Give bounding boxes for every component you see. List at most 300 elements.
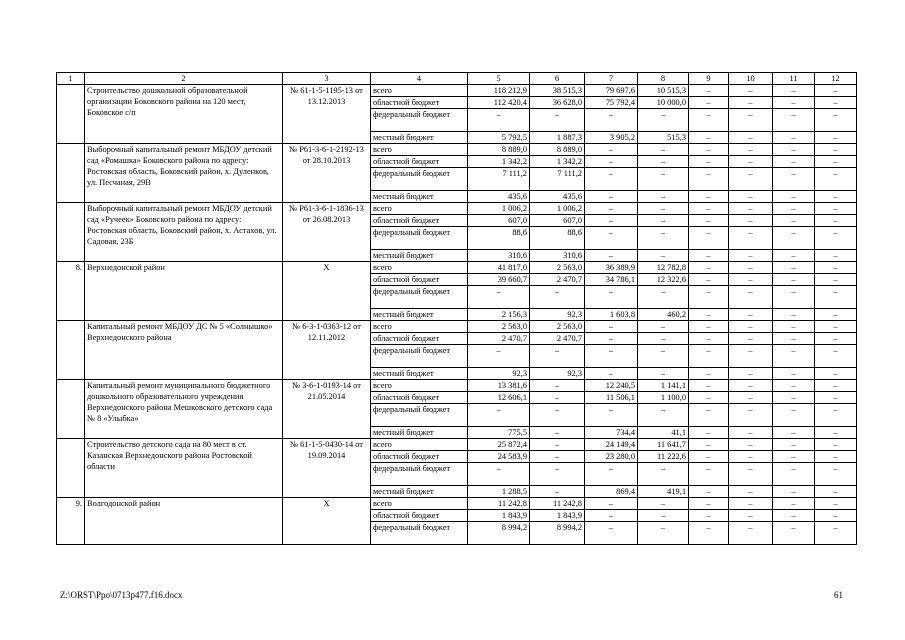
document-number: № 61-1-5-0430-14 от 19.09.2014 bbox=[283, 439, 371, 498]
funding-source: федеральный бюджет bbox=[371, 286, 468, 309]
empty-year-cell: – bbox=[689, 191, 729, 203]
funding-source: областной бюджет bbox=[371, 333, 468, 345]
empty-year-cell: – bbox=[689, 215, 729, 227]
empty-year-cell: – bbox=[815, 392, 857, 404]
amount-cell: – bbox=[468, 404, 530, 427]
amount-cell: 7 111,2 bbox=[530, 168, 585, 191]
empty-year-cell: – bbox=[773, 274, 815, 286]
empty-year-cell: – bbox=[815, 250, 857, 262]
empty-year-cell: – bbox=[815, 97, 857, 109]
amount-cell: 12 322,6 bbox=[638, 274, 689, 286]
funding-source: местный бюджет bbox=[371, 132, 468, 144]
table-row bbox=[57, 144, 857, 156]
amount-cell: – bbox=[468, 463, 530, 486]
empty-year-cell: – bbox=[689, 368, 729, 380]
funding-source: федеральный бюджет bbox=[371, 522, 468, 545]
amount-cell: – bbox=[638, 404, 689, 427]
amount-cell: 8 889,0 bbox=[530, 144, 585, 156]
empty-year-cell: – bbox=[773, 345, 815, 368]
amount-cell: 12 240,5 bbox=[585, 380, 638, 392]
empty-year-cell: – bbox=[773, 380, 815, 392]
empty-year-cell: – bbox=[689, 132, 729, 144]
row-number bbox=[57, 144, 85, 203]
amount-cell: – bbox=[530, 439, 585, 451]
document-number: № Р61-3-6-1-1836-13 от 26.08.2013 bbox=[283, 203, 371, 262]
empty-year-cell: – bbox=[815, 274, 857, 286]
amount-cell: – bbox=[638, 215, 689, 227]
amount-cell: – bbox=[530, 345, 585, 368]
empty-year-cell: – bbox=[815, 510, 857, 522]
amount-cell: – bbox=[530, 380, 585, 392]
header-cell: 4 bbox=[371, 73, 468, 85]
amount-cell: – bbox=[638, 321, 689, 333]
object-name: Верхнедонской район bbox=[85, 262, 283, 321]
amount-cell: 775,5 bbox=[468, 427, 530, 439]
empty-year-cell: – bbox=[773, 250, 815, 262]
amount-cell: – bbox=[530, 486, 585, 498]
empty-year-cell: – bbox=[689, 522, 729, 545]
amount-cell: 112 420,4 bbox=[468, 97, 530, 109]
amount-cell: 310,6 bbox=[530, 250, 585, 262]
amount-cell: 1 006,2 bbox=[530, 203, 585, 215]
table-row bbox=[57, 439, 857, 451]
amount-cell: 92,3 bbox=[530, 309, 585, 321]
empty-year-cell: – bbox=[773, 191, 815, 203]
row-number bbox=[57, 439, 85, 498]
document-number: Х bbox=[283, 262, 371, 321]
empty-year-cell: – bbox=[773, 368, 815, 380]
funding-source: федеральный бюджет bbox=[371, 404, 468, 427]
empty-year-cell: – bbox=[773, 227, 815, 250]
funding-source: местный бюджет bbox=[371, 486, 468, 498]
empty-year-cell: – bbox=[815, 168, 857, 191]
empty-year-cell: – bbox=[773, 333, 815, 345]
funding-source: местный бюджет bbox=[371, 368, 468, 380]
amount-cell: 2 470,7 bbox=[530, 333, 585, 345]
object-name: Выборочный капитальный ремонт МБДОУ детский сад «Ромашка» Боковского района по адресу: Ростовская область, Боковский район, х. Дуленков, ул. Песчаная, 29В bbox=[85, 144, 283, 203]
amount-cell: – bbox=[638, 227, 689, 250]
empty-year-cell: – bbox=[689, 97, 729, 109]
amount-cell: 11 641,7 bbox=[638, 439, 689, 451]
amount-cell: – bbox=[585, 522, 638, 545]
empty-year-cell: – bbox=[729, 191, 773, 203]
empty-year-cell: – bbox=[729, 156, 773, 168]
table-row bbox=[57, 262, 857, 274]
empty-year-cell: – bbox=[773, 85, 815, 97]
empty-year-cell: – bbox=[729, 451, 773, 463]
funding-source: областной бюджет bbox=[371, 451, 468, 463]
amount-cell: – bbox=[468, 109, 530, 132]
empty-year-cell: – bbox=[729, 321, 773, 333]
amount-cell: – bbox=[585, 321, 638, 333]
amount-cell: 1 288,5 bbox=[468, 486, 530, 498]
empty-year-cell: – bbox=[689, 109, 729, 132]
amount-cell: 435,6 bbox=[468, 191, 530, 203]
amount-cell: 24 583,9 bbox=[468, 451, 530, 463]
amount-cell: – bbox=[585, 250, 638, 262]
amount-cell: – bbox=[468, 286, 530, 309]
amount-cell: 10 515,3 bbox=[638, 85, 689, 97]
empty-year-cell: – bbox=[689, 156, 729, 168]
empty-year-cell: – bbox=[689, 274, 729, 286]
empty-year-cell: – bbox=[689, 309, 729, 321]
funding-source: всего bbox=[371, 439, 468, 451]
amount-cell: 2 563,0 bbox=[530, 321, 585, 333]
empty-year-cell: – bbox=[773, 203, 815, 215]
empty-year-cell: – bbox=[815, 451, 857, 463]
empty-year-cell: – bbox=[815, 215, 857, 227]
empty-year-cell: – bbox=[689, 286, 729, 309]
amount-cell: 310,6 bbox=[468, 250, 530, 262]
amount-cell: 25 872,4 bbox=[468, 439, 530, 451]
amount-cell: 869,4 bbox=[585, 486, 638, 498]
amount-cell: – bbox=[638, 498, 689, 510]
empty-year-cell: – bbox=[729, 286, 773, 309]
amount-cell: 1 100,0 bbox=[638, 392, 689, 404]
empty-year-cell: – bbox=[689, 498, 729, 510]
header-cell: 11 bbox=[773, 73, 815, 85]
empty-year-cell: – bbox=[729, 463, 773, 486]
amount-cell: 36 628,0 bbox=[530, 97, 585, 109]
amount-cell: 36 389,9 bbox=[585, 262, 638, 274]
empty-year-cell: – bbox=[815, 522, 857, 545]
empty-year-cell: – bbox=[689, 333, 729, 345]
empty-year-cell: – bbox=[773, 132, 815, 144]
funding-source: федеральный бюджет bbox=[371, 345, 468, 368]
empty-year-cell: – bbox=[729, 345, 773, 368]
amount-cell: – bbox=[638, 250, 689, 262]
object-name: Строительство детского сада на 80 мест в ст. Казанская Верхнедонского района Ростовской области bbox=[85, 439, 283, 498]
table-row bbox=[57, 498, 857, 510]
empty-year-cell: – bbox=[815, 262, 857, 274]
amount-cell: – bbox=[530, 463, 585, 486]
header-cell: 10 bbox=[729, 73, 773, 85]
empty-year-cell: – bbox=[689, 404, 729, 427]
empty-year-cell: – bbox=[773, 156, 815, 168]
amount-cell: – bbox=[638, 463, 689, 486]
row-number bbox=[57, 203, 85, 262]
empty-year-cell: – bbox=[815, 156, 857, 168]
empty-year-cell: – bbox=[815, 286, 857, 309]
amount-cell: 41,1 bbox=[638, 427, 689, 439]
amount-cell: 607,0 bbox=[530, 215, 585, 227]
header-cell: 9 bbox=[689, 73, 729, 85]
empty-year-cell: – bbox=[729, 380, 773, 392]
amount-cell: – bbox=[530, 427, 585, 439]
amount-cell: 1 603,8 bbox=[585, 309, 638, 321]
amount-cell: 34 786,1 bbox=[585, 274, 638, 286]
amount-cell: 12 782,8 bbox=[638, 262, 689, 274]
empty-year-cell: – bbox=[729, 439, 773, 451]
funding-source: федеральный бюджет bbox=[371, 168, 468, 191]
table-row bbox=[57, 85, 857, 97]
empty-year-cell: – bbox=[773, 109, 815, 132]
funding-source: местный бюджет bbox=[371, 309, 468, 321]
funding-source: местный бюджет bbox=[371, 250, 468, 262]
amount-cell: – bbox=[585, 203, 638, 215]
empty-year-cell: – bbox=[689, 262, 729, 274]
empty-year-cell: – bbox=[773, 439, 815, 451]
footer-file-path: Z:\ORST\Ppo\0713p477.f16.docx bbox=[60, 590, 183, 600]
empty-year-cell: – bbox=[773, 309, 815, 321]
budget-table bbox=[56, 72, 857, 545]
row-number bbox=[57, 85, 85, 144]
funding-source: федеральный бюджет bbox=[371, 109, 468, 132]
empty-year-cell: – bbox=[773, 510, 815, 522]
amount-cell: – bbox=[638, 144, 689, 156]
amount-cell: – bbox=[468, 345, 530, 368]
amount-cell: – bbox=[638, 286, 689, 309]
funding-source: областной бюджет bbox=[371, 156, 468, 168]
document-number: № 6-3-1-0363-12 от 12.11.2012 bbox=[283, 321, 371, 380]
empty-year-cell: – bbox=[729, 250, 773, 262]
amount-cell: 8 994,2 bbox=[468, 522, 530, 545]
amount-cell: 39 660,7 bbox=[468, 274, 530, 286]
empty-year-cell: – bbox=[773, 262, 815, 274]
empty-year-cell: – bbox=[689, 451, 729, 463]
empty-year-cell: – bbox=[815, 227, 857, 250]
amount-cell: – bbox=[585, 168, 638, 191]
empty-year-cell: – bbox=[773, 286, 815, 309]
empty-year-cell: – bbox=[773, 404, 815, 427]
empty-year-cell: – bbox=[773, 215, 815, 227]
empty-year-cell: – bbox=[729, 309, 773, 321]
funding-source: местный бюджет bbox=[371, 191, 468, 203]
amount-cell: – bbox=[585, 109, 638, 132]
empty-year-cell: – bbox=[729, 85, 773, 97]
amount-cell: 88,6 bbox=[468, 227, 530, 250]
document-number: № Р61-3-6-1-2192-13 от 28.10.2013 bbox=[283, 144, 371, 203]
funding-source: всего bbox=[371, 380, 468, 392]
amount-cell: 24 149,4 bbox=[585, 439, 638, 451]
amount-cell: 23 280,0 bbox=[585, 451, 638, 463]
amount-cell: – bbox=[638, 345, 689, 368]
empty-year-cell: – bbox=[815, 380, 857, 392]
empty-year-cell: – bbox=[689, 427, 729, 439]
amount-cell: 13 381,6 bbox=[468, 380, 530, 392]
empty-year-cell: – bbox=[729, 168, 773, 191]
amount-cell: – bbox=[585, 144, 638, 156]
empty-year-cell: – bbox=[689, 380, 729, 392]
amount-cell: – bbox=[585, 404, 638, 427]
empty-year-cell: – bbox=[729, 498, 773, 510]
empty-year-cell: – bbox=[815, 345, 857, 368]
amount-cell: 734,4 bbox=[585, 427, 638, 439]
amount-cell: 11 242,8 bbox=[468, 498, 530, 510]
empty-year-cell: – bbox=[815, 132, 857, 144]
funding-source: всего bbox=[371, 203, 468, 215]
amount-cell: 1 342,2 bbox=[530, 156, 585, 168]
funding-source: всего bbox=[371, 85, 468, 97]
empty-year-cell: – bbox=[773, 321, 815, 333]
document-number: Х bbox=[283, 498, 371, 545]
amount-cell: 2 563,0 bbox=[468, 321, 530, 333]
funding-source: всего bbox=[371, 321, 468, 333]
empty-year-cell: – bbox=[815, 333, 857, 345]
empty-year-cell: – bbox=[729, 262, 773, 274]
amount-cell: 1 141,1 bbox=[638, 380, 689, 392]
empty-year-cell: – bbox=[773, 392, 815, 404]
amount-cell: – bbox=[585, 510, 638, 522]
empty-year-cell: – bbox=[689, 345, 729, 368]
amount-cell: 2 470,7 bbox=[468, 333, 530, 345]
empty-year-cell: – bbox=[729, 486, 773, 498]
amount-cell: – bbox=[530, 451, 585, 463]
empty-year-cell: – bbox=[815, 203, 857, 215]
row-number: 9. bbox=[57, 498, 85, 545]
amount-cell: – bbox=[585, 227, 638, 250]
amount-cell: – bbox=[530, 404, 585, 427]
empty-year-cell: – bbox=[815, 191, 857, 203]
amount-cell: 7 111,2 bbox=[468, 168, 530, 191]
empty-year-cell: – bbox=[729, 427, 773, 439]
header-cell: 3 bbox=[283, 73, 371, 85]
empty-year-cell: – bbox=[773, 522, 815, 545]
amount-cell: 1 342,2 bbox=[468, 156, 530, 168]
amount-cell: 3 905,2 bbox=[585, 132, 638, 144]
funding-source: всего bbox=[371, 144, 468, 156]
empty-year-cell: – bbox=[729, 274, 773, 286]
amount-cell: 8 889,0 bbox=[468, 144, 530, 156]
empty-year-cell: – bbox=[773, 486, 815, 498]
amount-cell: 10 000,0 bbox=[638, 97, 689, 109]
object-name: Строительство дошкольной образовательной организации Боковского района на 120 мест, Боковское с/п bbox=[85, 85, 283, 144]
amount-cell: – bbox=[585, 286, 638, 309]
funding-source: всего bbox=[371, 498, 468, 510]
empty-year-cell: – bbox=[689, 168, 729, 191]
amount-cell: 419,1 bbox=[638, 486, 689, 498]
table-row bbox=[57, 321, 857, 333]
amount-cell: – bbox=[585, 368, 638, 380]
empty-year-cell: – bbox=[729, 510, 773, 522]
amount-cell: 515,3 bbox=[638, 132, 689, 144]
empty-year-cell: – bbox=[729, 132, 773, 144]
amount-cell: – bbox=[638, 168, 689, 191]
amount-cell: – bbox=[638, 156, 689, 168]
empty-year-cell: – bbox=[729, 203, 773, 215]
object-name: Капитальный ремонт муниципального бюджетного дошкольного образовательного учреждения Верхнедонского района Мешковского детского сада № 8 «Улыбка» bbox=[85, 380, 283, 439]
amount-cell: – bbox=[585, 463, 638, 486]
empty-year-cell: – bbox=[689, 203, 729, 215]
header-cell: 7 bbox=[585, 73, 638, 85]
amount-cell: – bbox=[585, 191, 638, 203]
empty-year-cell: – bbox=[689, 510, 729, 522]
empty-year-cell: – bbox=[729, 97, 773, 109]
funding-source: областной бюджет bbox=[371, 215, 468, 227]
empty-year-cell: – bbox=[773, 168, 815, 191]
amount-cell: 8 994,2 bbox=[530, 522, 585, 545]
amount-cell: 12 606,1 bbox=[468, 392, 530, 404]
footer-page-number: 61 bbox=[834, 590, 843, 600]
empty-year-cell: – bbox=[689, 85, 729, 97]
empty-year-cell: – bbox=[815, 85, 857, 97]
empty-year-cell: – bbox=[815, 463, 857, 486]
amount-cell: 75 792,4 bbox=[585, 97, 638, 109]
funding-source: областной бюджет bbox=[371, 392, 468, 404]
empty-year-cell: – bbox=[729, 333, 773, 345]
empty-year-cell: – bbox=[773, 463, 815, 486]
amount-cell: 38 515,3 bbox=[530, 85, 585, 97]
amount-cell: 41 817,0 bbox=[468, 262, 530, 274]
document-number: № 61-1-5-1195-13 от 13.12.2013 bbox=[283, 85, 371, 144]
amount-cell: 2 470,7 bbox=[530, 274, 585, 286]
funding-source: областной бюджет bbox=[371, 97, 468, 109]
amount-cell: 79 697,6 bbox=[585, 85, 638, 97]
amount-cell: 2 563,0 bbox=[530, 262, 585, 274]
empty-year-cell: – bbox=[729, 227, 773, 250]
amount-cell: 92,3 bbox=[530, 368, 585, 380]
empty-year-cell: – bbox=[815, 321, 857, 333]
empty-year-cell: – bbox=[689, 463, 729, 486]
amount-cell: – bbox=[638, 109, 689, 132]
amount-cell: 607,0 bbox=[468, 215, 530, 227]
empty-year-cell: – bbox=[689, 227, 729, 250]
amount-cell: – bbox=[530, 286, 585, 309]
row-number bbox=[57, 321, 85, 380]
empty-year-cell: – bbox=[773, 451, 815, 463]
table-row bbox=[57, 203, 857, 215]
empty-year-cell: – bbox=[773, 144, 815, 156]
amount-cell: 11 222,6 bbox=[638, 451, 689, 463]
amount-cell: 11 506,1 bbox=[585, 392, 638, 404]
object-name: Капитальный ремонт МБДОУ ДС № 5 «Солнышко» Верхнедонского района bbox=[85, 321, 283, 380]
amount-cell: 118 212,9 bbox=[468, 85, 530, 97]
empty-year-cell: – bbox=[729, 215, 773, 227]
funding-source: федеральный бюджет bbox=[371, 227, 468, 250]
header-cell: 8 bbox=[638, 73, 689, 85]
amount-cell: 460,2 bbox=[638, 309, 689, 321]
amount-cell: 92,3 bbox=[468, 368, 530, 380]
funding-source: областной бюджет bbox=[371, 510, 468, 522]
empty-year-cell: – bbox=[815, 439, 857, 451]
amount-cell: 11 242,8 bbox=[530, 498, 585, 510]
empty-year-cell: – bbox=[815, 404, 857, 427]
empty-year-cell: – bbox=[689, 486, 729, 498]
amount-cell: – bbox=[585, 215, 638, 227]
header-cell: 5 bbox=[468, 73, 530, 85]
empty-year-cell: – bbox=[815, 109, 857, 132]
table-row bbox=[57, 380, 857, 392]
empty-year-cell: – bbox=[729, 109, 773, 132]
amount-cell: 435,6 bbox=[530, 191, 585, 203]
empty-year-cell: – bbox=[729, 404, 773, 427]
empty-year-cell: – bbox=[729, 368, 773, 380]
empty-year-cell: – bbox=[689, 439, 729, 451]
empty-year-cell: – bbox=[773, 97, 815, 109]
object-name: Выборочный капитальный ремонт МБДОУ детский сад «Ручеек» Боковского района по адресу: Ростовская область, Боковский район, х. Астахов, ул. Садовая, 23Б bbox=[85, 203, 283, 262]
empty-year-cell: – bbox=[689, 250, 729, 262]
header-row bbox=[57, 73, 857, 85]
amount-cell: – bbox=[585, 156, 638, 168]
amount-cell: 5 792,5 bbox=[468, 132, 530, 144]
amount-cell: – bbox=[530, 109, 585, 132]
amount-cell: 1 843,9 bbox=[468, 510, 530, 522]
empty-year-cell: – bbox=[815, 427, 857, 439]
amount-cell: – bbox=[585, 333, 638, 345]
row-number: 8. bbox=[57, 262, 85, 321]
funding-source: федеральный бюджет bbox=[371, 463, 468, 486]
row-number bbox=[57, 380, 85, 439]
header-cell: 1 bbox=[57, 73, 85, 85]
empty-year-cell: – bbox=[689, 392, 729, 404]
amount-cell: 2 156,3 bbox=[468, 309, 530, 321]
amount-cell: – bbox=[530, 392, 585, 404]
header-cell: 6 bbox=[530, 73, 585, 85]
empty-year-cell: – bbox=[729, 522, 773, 545]
document-number: № 3-6-1-0193-14 от 21.05.2014 bbox=[283, 380, 371, 439]
amount-cell: – bbox=[638, 510, 689, 522]
empty-year-cell: – bbox=[815, 486, 857, 498]
